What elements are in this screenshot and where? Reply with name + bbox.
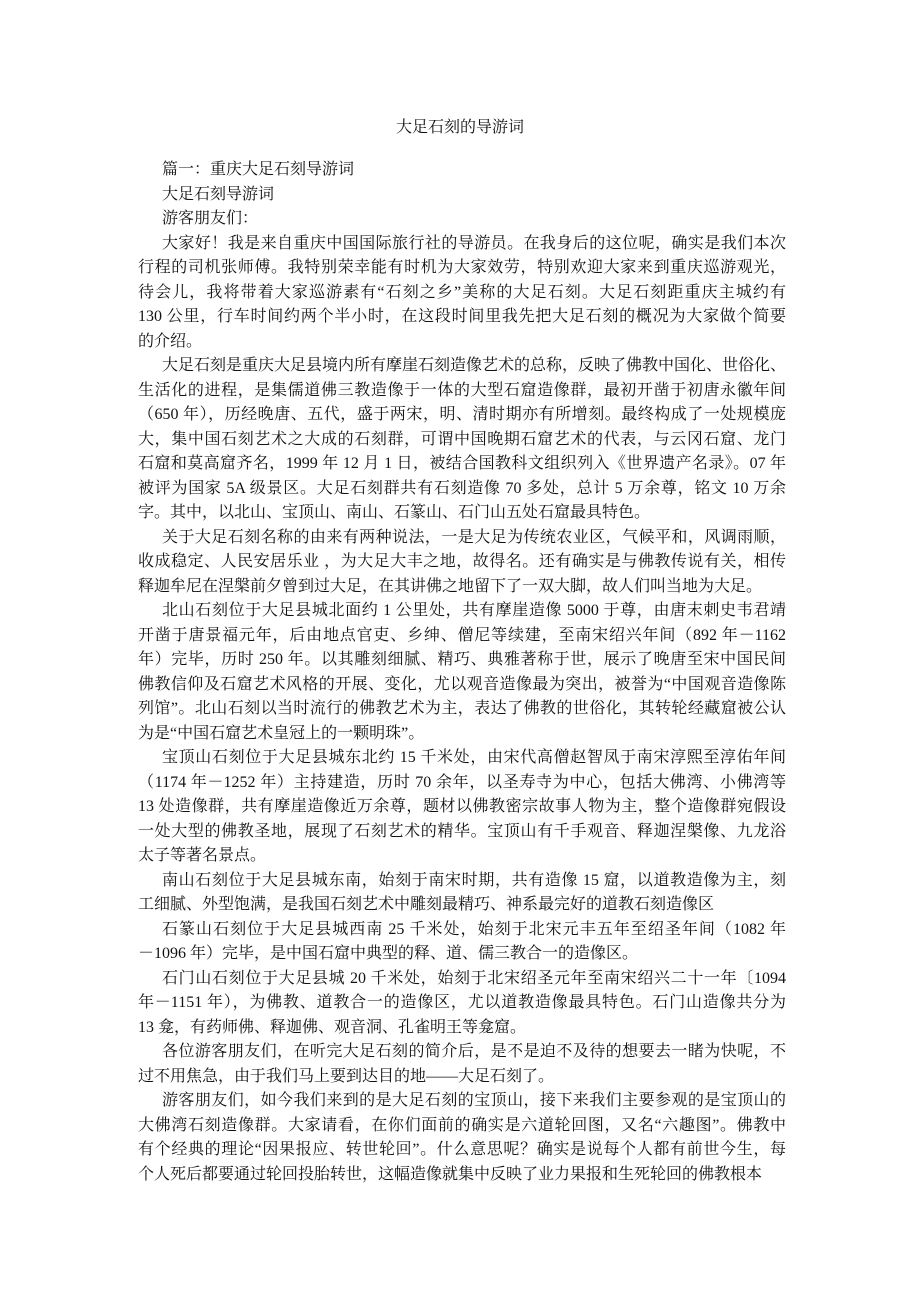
paragraph <box>138 354 786 526</box>
text-line: 个人死后都要通过轮回投胎转世，这幅造像就集中反映了业力果报和生死轮回的佛教根本 <box>138 1165 763 1183</box>
text-line: 工细腻、外型饱满，是我国石刻艺术中雕刻最精巧、神系最完好的道教石刻造像区 <box>138 896 715 913</box>
text-line: 字。其中，以北山、宝顶山、南山、石篆山、石门山五处石窟最具特色。 <box>138 504 651 521</box>
text-line: 南山石刻位于大足县城东南，始刻于南宋时期，共有造像 15 窟，以道教造像为主，刻 <box>162 871 786 889</box>
text-line: 列馆”。北山石刻以当时流行的佛教艺术为主，表达了佛教的世俗化，其转轮经藏窟被公认 <box>138 700 786 717</box>
paragraph <box>138 599 786 746</box>
text-line: 各位游客朋友们，在听完大足石刻的简介后，是不是迫不及待的想要去一睹为快呢，不 <box>162 1043 786 1060</box>
paragraph <box>138 526 786 600</box>
paragraph <box>138 967 786 1041</box>
text-line: 一处大型的佛教圣地，展现了石刻艺术的精华。宝顶山有千手观音、释迦涅槃像、九龙浴 <box>138 822 786 840</box>
text-line: 13 龛，有药师佛、释迦佛、观音洞、孔雀明王等龛窟。 <box>138 1018 527 1036</box>
text-line: 130 公里，行车时间约两个半小时，在这段时间里我先把大足石刻的概况为大家做个简要 <box>138 308 786 325</box>
text-line: 关于大足石刻名称的由来有两种说法，一是大足为传统农业区，气候平和，风调雨顺， <box>162 528 786 546</box>
text-line: 大，集中国石刻艺术之大成的石刻群，可谓中国晚期石窟艺术的代表，与云冈石窟、龙门 <box>138 430 786 448</box>
text-line: 篇一：重庆大足石刻导游词 <box>162 161 355 178</box>
text-line: 年－1151 年），为佛教、道教合一的造像区，尤以道教造像最具特色。石门山造像共分为 <box>138 994 786 1011</box>
paragraph <box>138 232 786 355</box>
text-line: －1096 年）完毕，是中国石窟中典型的释、道、儒三教合一的造像区。 <box>138 945 639 962</box>
text-line: 太子等著名景点。 <box>138 847 267 864</box>
document-title: 大足石刻的导游词 <box>395 119 524 136</box>
text-line: 游客朋友们： <box>162 210 259 227</box>
paragraph <box>138 869 786 918</box>
text-line: 宝顶山石刻位于大足县城东北约 15 千米处，由宋代高僧赵智凤于南宋淳熙至淳佑年间 <box>162 749 786 766</box>
text-line: 为是“中国石窟艺术皇冠上的一颗明珠”。 <box>138 724 425 742</box>
text-line: （650 年），历经晚唐、五代，盛于两宋，明、清时期亦有所增刻。最终构成了一处规模庞 <box>138 406 786 423</box>
text-line: 过不用焦急，由于我们马上要到达目的地——大足石刻了。 <box>138 1067 555 1085</box>
text-line: 石篆山石刻位于大足县城西南 25 千米处，始刻于北宋元丰五年至绍圣年间（1082 年 <box>162 920 786 938</box>
text-line: 大家好！我是来自重庆中国国际旅行社的导游员。在我身后的这位呢，确实是我们本次 <box>162 234 786 252</box>
text-line: 有个经典的理论“因果报应、转世轮回”。什么意思呢？确实是说每个人都有前世今生，每 <box>138 1141 786 1158</box>
paragraph <box>138 918 786 967</box>
document-body <box>138 158 786 1187</box>
text-line: 的介绍。 <box>138 332 203 350</box>
paragraph <box>138 1089 786 1187</box>
text-line: 被评为国家 5A 级景区。大足石刻群共有石刻造像 70 多处，总计 5 万余尊，铭文 10 万余 <box>138 479 786 497</box>
text-line: 石门山石刻位于大足县城 20 千米处，始刻于北宋绍圣元年至南宋绍兴二十一年〔1094 <box>162 969 786 987</box>
text-line: 游客朋友们，如今我们来到的是大足石刻的宝顶山，接下来我们主要参观的是宝顶山的 <box>162 1092 786 1109</box>
text-line: 行程的司机张师傅。我特别荣幸能有时机为大家效劳，特别欢迎大家来到重庆巡游观光， <box>138 259 786 276</box>
text-line: 大足石刻导游词 <box>162 185 275 203</box>
text-line: 生活化的进程，是集儒道佛三教造像于一体的大型石窟造像群，最初开凿于初唐永徽年间 <box>138 381 786 399</box>
paragraph <box>138 158 786 183</box>
text-line: 开凿于唐景福元年，后由地点官吏、乡绅、僧尼等续建，至南宋绍兴年间（892 年－1162 <box>138 626 786 644</box>
text-line: 释迦牟尼在涅槃前夕曾到过大足，在其讲佛之地留下了一双大脚，故人们叫当地为大足。 <box>138 577 763 595</box>
text-line: 石窟和莫高窟齐名，1999 年 12 月 1 日，被结合国教科文组织列入《世界遗产名录》。07 年 <box>138 455 786 472</box>
text-line: 13 处造像群，共有摩崖造像近万余尊，题材以佛教密宗故事人物为主，整个造像群宛假设 <box>138 798 786 815</box>
text-line: 大佛湾石刻造像群。大家请看，在你们面前的确实是六道轮回图，又名“六趣图”。佛教中 <box>138 1116 786 1134</box>
paragraph <box>138 183 786 208</box>
text-line: 大足石刻是重庆大足县境内所有摩崖石刻造像艺术的总称，反映了佛教中国化、世俗化、 <box>162 357 786 374</box>
paragraph <box>138 746 786 869</box>
paragraph <box>138 1040 786 1089</box>
text-line: （1174 年－1252 年）主持建造，历时 70 余年，以圣寿寺为中心，包括大佛湾、小佛湾等 <box>138 773 786 791</box>
text-line: 北山石刻位于大足县城北面约 1 公里处，共有摩崖造像 5000 于尊，由唐末刺史韦君靖 <box>162 602 786 619</box>
text-line: 待会儿，我将带着大家巡游素有“石刻之乡”美称的大足石刻。大足石刻距重庆主城约有 <box>138 283 786 301</box>
text-line: 佛教信仰及石窟艺术风格的开展、变化，尤以观音造像最为突出，被誉为“中国观音造像陈 <box>138 675 786 693</box>
paragraph <box>138 207 786 232</box>
text-line: 年）完毕，历时 250 年。以其雕刻细腻、精巧、典雅著称于世，展示了晚唐至宋中国民间 <box>138 651 786 668</box>
text-line: 收成稳定、人民安居乐业 ，为大足大丰之地，故得名。还有确实是与佛教传说有关，相传 <box>138 553 786 570</box>
